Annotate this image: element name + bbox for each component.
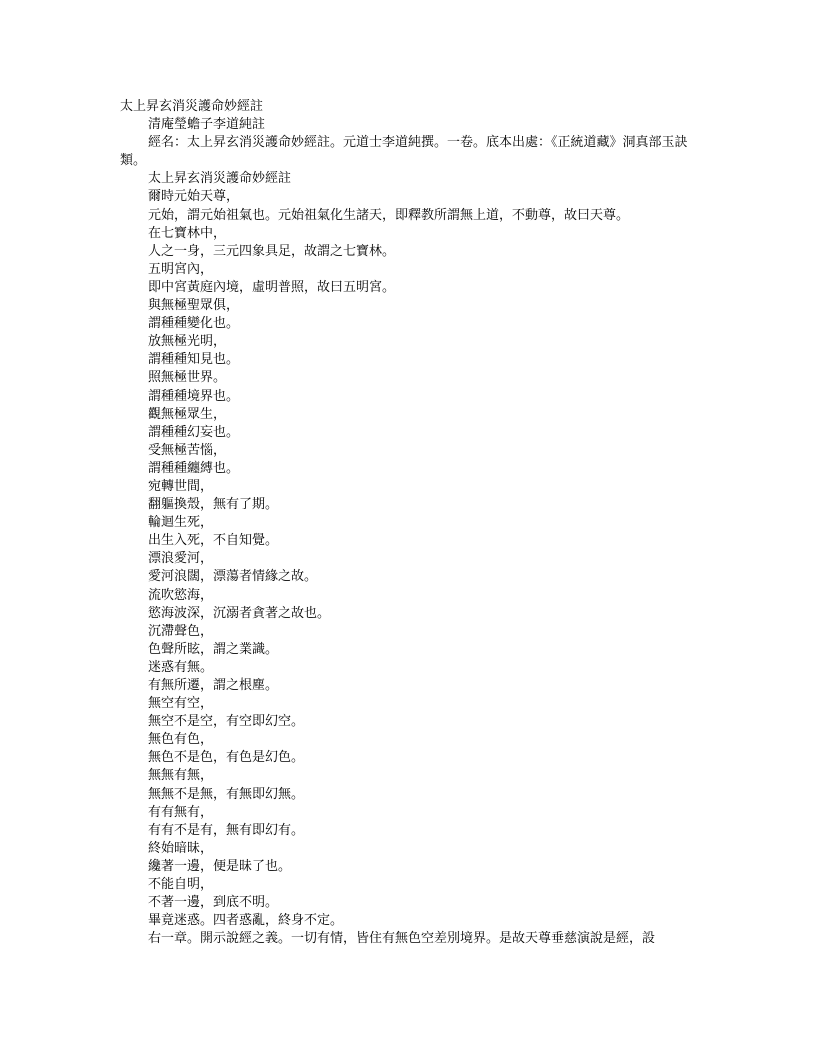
document-title: 太上昇玄消災護命妙經註 — [120, 99, 264, 114]
text-line: 宛轉世間， — [148, 478, 214, 494]
text-line: 謂種種境界也。 — [148, 388, 240, 404]
text-line: 五明宮內， — [148, 261, 214, 277]
text-line: 流吹慾海， — [148, 587, 214, 603]
text-line: 慾海波深，沉溺者貪著之故也。 — [148, 605, 331, 621]
text-line: 元始，謂元始祖氣也。元始祖氣化生諸天，即釋教所謂無上道，不動尊，故曰天尊。 — [148, 207, 630, 223]
scripture-body — [120, 170, 700, 948]
text-line: 終始暗昧， — [148, 840, 214, 856]
text-line: 翻軀換殼，無有了期。 — [148, 497, 279, 513]
text-line: 爾時元始天尊， — [148, 189, 240, 205]
meta-note: 經名：太上昇玄消災護命妙經註。元道士李道純撰。一卷。底本出處：《正統道藏》洞真部玉訣類。 — [120, 135, 688, 169]
text-line: 有無所遷，謂之根塵。 — [148, 678, 279, 693]
text-line: 太上昇玄消災護命妙經註 — [148, 171, 292, 187]
text-line: 不能自明， — [148, 877, 214, 893]
text-line: 沉滯聲色， — [148, 623, 214, 639]
text-line: 出生入死，不自知覺。 — [148, 533, 279, 549]
text-line: 纔著一邊，便是昧了也。 — [148, 858, 292, 874]
text-line: 在七寶林中， — [148, 225, 227, 241]
text-line: 有有不是有，無有即幻有。 — [148, 822, 305, 838]
author-line: 清庵瑩蟾子李道純註 — [148, 117, 266, 133]
text-line: 無色有色， — [148, 732, 214, 748]
text-line: 謂種種幻妄也。 — [148, 424, 240, 440]
text-line: 不著一邊，到底不明。 — [148, 895, 279, 911]
text-line: 迷惑有無。 — [148, 659, 214, 675]
text-line: 與無極聖眾俱， — [148, 298, 240, 314]
text-line: 無空不是空，有空即幻空。 — [148, 714, 305, 730]
text-line: 謂種種纏縛也。 — [148, 460, 240, 476]
text-line: 漂浪愛河， — [148, 551, 214, 567]
text-line: 有有無有， — [148, 804, 214, 820]
text-line: 無色不是色，有色是幻色。 — [148, 750, 305, 766]
text-line: 觀無極眾生， — [148, 406, 227, 422]
text-line: 右一章。開示說經之義。一切有情，皆住有無色空差別境界。是故天尊垂慈演說是經，設 — [148, 931, 656, 947]
document-page — [120, 98, 700, 948]
text-line: 謂種種知見也。 — [148, 352, 240, 368]
text-line: 受無極苦惱， — [148, 442, 227, 458]
text-line: 色聲所眩，謂之業識。 — [148, 641, 279, 657]
text-line: 即中宮黃庭內境，虛明普照，故曰五明宮。 — [148, 279, 396, 295]
text-line: 畢竟迷惑。四者惑亂，終身不定。 — [148, 913, 344, 929]
text-line: 愛河浪闊，漂蕩者情緣之故。 — [148, 569, 318, 585]
text-line: 謂種種變化也。 — [148, 316, 240, 332]
text-line: 無無不是無，有無即幻無。 — [148, 786, 305, 802]
text-line: 人之一身，三元四象具足，故謂之七寶林。 — [148, 243, 396, 259]
text-line: 照無極世界。 — [148, 370, 227, 386]
text-line: 無無有無， — [148, 768, 214, 784]
text-line: 輪迴生死， — [148, 515, 214, 531]
text-line: 無空有空， — [148, 696, 214, 712]
text-line: 放無極光明， — [148, 334, 227, 350]
